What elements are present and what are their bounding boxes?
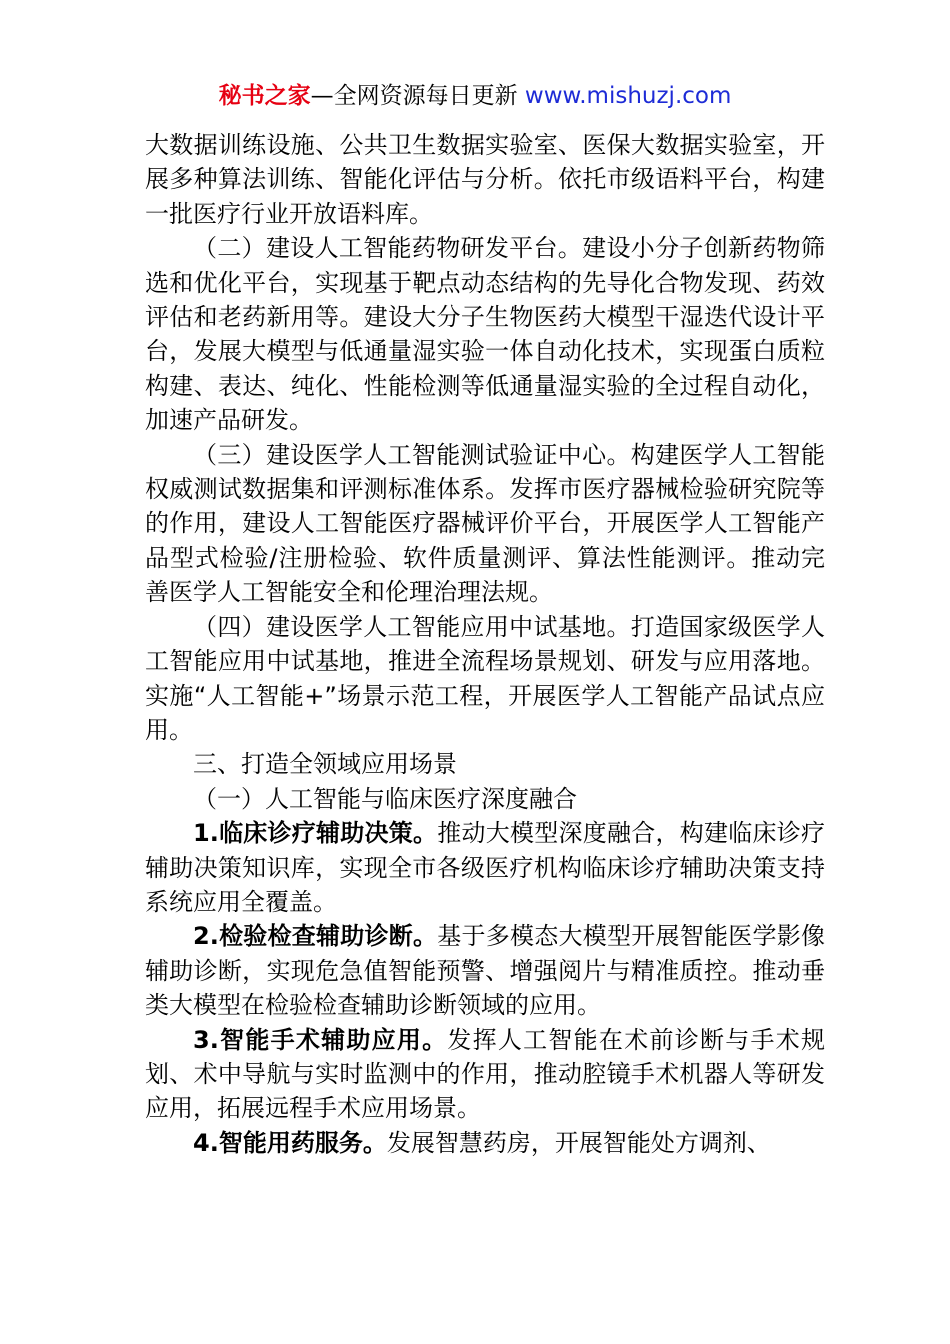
paragraph-test-center: （三）建设医学人工智能测试验证中心。构建医学人工智能权威测试数据集和评测标准体系。发挥市医疗器械检验研究院等的作用，建设人工智能医疗器械评价平台，开展医学人工智能产品型式检验/注册检验、软件质量测评、算法性能测评。推动完善医学人工智能安全和伦理治理法规。 xyxy=(145,440,825,607)
site-tagline: —全网资源每日更新 xyxy=(310,83,518,109)
paragraph-continuation: 大数据训练设施、公共卫生数据实验室、医保大数据实验室，开展多种算法训练、智能化评估与分析。依托市级语料平台，构建一批医疗行业开放语料库。 xyxy=(145,131,825,228)
section-heading: 三、打造全领域应用场景 xyxy=(193,750,457,779)
item-lead: 4.智能用药服务。 xyxy=(193,1128,387,1157)
paragraph-item-3: 3.智能手术辅助应用。发挥人工智能在术前诊断与手术规划、术中导航与实时监测中的作用，推动腔镜手术机器人等研发应用，拓展远程手术应用场景。 xyxy=(145,1025,825,1123)
page-header xyxy=(0,78,950,114)
subsection-heading: （一）人工智能与临床医疗深度融合 xyxy=(193,784,577,813)
paragraph-item-1: 1.临床诊疗辅助决策。推动大模型深度融合，构建临床诊疗辅助决策知识库，实现全市各级医疗机构临床诊疗辅助决策支持系统应用全覆盖。 xyxy=(145,819,825,916)
site-brand: 秘书之家 xyxy=(218,83,311,109)
item-lead: 2.检验检查辅助诊断。 xyxy=(193,922,438,951)
paragraph-drug-platform: （二）建设人工智能药物研发平台。建设小分子创新药物筛选和优化平台，实现基于靶点动态结构的先导化合物发现、药效评估和老药新用等。建设大分子生物医药大模型干湿迭代设计平台，发展大模型与低通量湿实验一体自动化技术，实现蛋白质粒构建、表达、纯化、性能检测等低通量湿实验的全过程自动化，加速产品研发。 xyxy=(145,234,825,435)
document-body xyxy=(145,128,825,1160)
paragraph-pilot-base: （四）建设医学人工智能应用中试基地。打造国家级医学人工智能应用中试基地，推进全流程场景规划、研发与应用落地。实施“人工智能+”场景示范工程，开展医学人工智能产品试点应用。 xyxy=(145,612,825,744)
site-url-link[interactable]: www.mishuzj.com xyxy=(524,83,732,109)
item-lead: 1.临床诊疗辅助决策。 xyxy=(193,819,438,848)
paragraph-item-4: 4.智能用药服务。发展智慧药房，开展智能处方调剂、 xyxy=(193,1128,771,1157)
paragraph-item-2: 2.检验检查辅助诊断。基于多模态大模型开展智能医学影像辅助诊断，实现危急值智能预警、增强阅片与精准质控。推动垂类大模型在检验检查辅助诊断领域的应用。 xyxy=(145,922,825,1020)
item-lead: 3.智能手术辅助应用。 xyxy=(193,1025,448,1054)
